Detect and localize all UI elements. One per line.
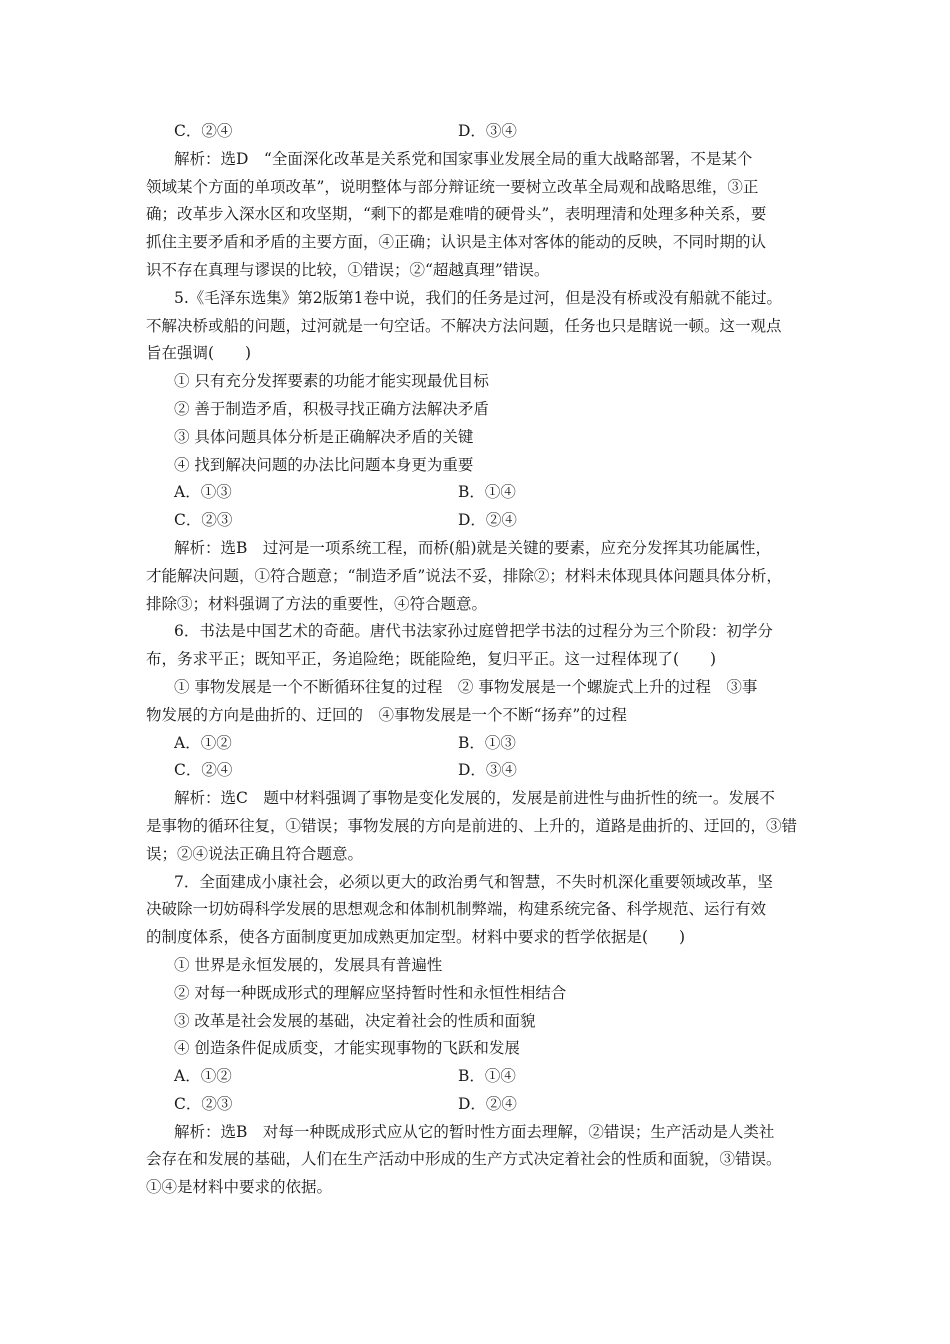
answer-option: A．①③ bbox=[174, 483, 232, 502]
text-line: 领域某个方面的单项改革”，说明整体与部分辩证统一要树立改革全局观和战略思维，③正 bbox=[146, 177, 759, 196]
document-page bbox=[0, 118, 950, 1202]
answer-options-row bbox=[0, 118, 950, 146]
answer-option: D．②④ bbox=[458, 511, 517, 530]
text-line: 旨在强调( ) bbox=[146, 344, 252, 363]
text-line: 识不存在真理与谬误的比较，①错误；②“超越真理”错误。 bbox=[146, 260, 550, 279]
text-line: 不解决桥或船的问题，过河就是一句空话。不解决方法问题，任务也只是瞎说一顿。这一观点 bbox=[146, 316, 782, 335]
text-line: 解析：选B 对每一种既成形式应从它的暂时性方面去理解，②错误；生产活动是人类社 bbox=[174, 1122, 775, 1141]
text-line: ④ 找到解决问题的办法比问题本身更为重要 bbox=[174, 455, 474, 474]
answer-option: C．②④ bbox=[174, 761, 233, 780]
answer-option: D．③④ bbox=[458, 122, 517, 140]
text-line: 抓住主要矛盾和矛盾的主要方面，④正确；认识是主体对客体的能动的反映，不同时期的认 bbox=[146, 233, 767, 252]
text-line: ③ 改革是社会发展的基础，决定着社会的性质和面貌 bbox=[174, 1011, 536, 1030]
text-line: 物发展的方向是曲折的、迂回的 ④事物发展是一个不断“扬弃”的过程 bbox=[146, 705, 627, 724]
answer-options-row bbox=[0, 1063, 950, 1091]
answer-options-row bbox=[0, 479, 950, 507]
text-line: 确；改革步入深水区和攻坚期，“剩下的都是难啃的硬骨头”，表明理清和处理多种关系，要 bbox=[146, 205, 767, 224]
text-line: ② 对每一种既成形式的理解应坚持暂时性和永恒性相结合 bbox=[174, 983, 567, 1002]
text-line: ④ 创造条件促成质变，才能实现事物的飞跃和发展 bbox=[174, 1039, 520, 1058]
answer-options-row bbox=[0, 757, 950, 785]
text-line: 7．全面建成小康社会，必须以更大的政治勇气和智慧，不失时机深化重要领域改革，坚 bbox=[174, 872, 773, 891]
text-line: ① 事物发展是一个不断循环往复的过程 ② 事物发展是一个螺旋式上升的过程 ③事 bbox=[174, 677, 758, 696]
text-line: 决破除一切妨碍科学发展的思想观念和体制机制弊端，构建系统完备、科学规范、运行有效 bbox=[146, 900, 767, 919]
text-line: 排除③；材料强调了方法的重要性，④符合题意。 bbox=[146, 594, 488, 613]
text-line: 解析：选C 题中材料强调了事物是变化发展的，发展是前进性与曲折性的统一。发展不 bbox=[174, 789, 775, 808]
answer-option: C．②④ bbox=[174, 122, 233, 140]
text-line: 是事物的循环往复，①错误；事物发展的方向是前进的、上升的，道路是曲折的、迂回的，③错 bbox=[146, 816, 798, 835]
text-line: ① 只有充分发挥要素的功能才能实现最优目标 bbox=[174, 372, 489, 391]
text-line: 的制度体系，使各方面制度更加成熟更加定型。材料中要求的哲学依据是( ) bbox=[146, 928, 686, 947]
text-line: ①④是材料中要求的依据。 bbox=[146, 1178, 333, 1197]
text-line: ③ 具体问题具体分析是正确解决矛盾的关键 bbox=[174, 427, 474, 446]
text-line: ① 世界是永恒发展的，发展具有普遍性 bbox=[174, 955, 443, 974]
text-line: 5.《毛泽东选集》第2版第1卷中说，我们的任务是过河，但是没有桥或没有船就不能过。 bbox=[174, 288, 783, 307]
answer-options-row bbox=[0, 1091, 950, 1119]
answer-option: B．①④ bbox=[458, 1067, 516, 1086]
answer-option: C．②③ bbox=[174, 511, 233, 530]
answer-options-row bbox=[0, 507, 950, 535]
answer-option: C．②③ bbox=[174, 1094, 233, 1113]
answer-option: D．②④ bbox=[458, 1094, 517, 1113]
answer-options-row bbox=[0, 730, 950, 758]
text-line: 布，务求平正；既知平正，务追险绝；既能险绝，复归平正。这一过程体现了( ) bbox=[146, 650, 717, 669]
answer-option: B．①④ bbox=[458, 483, 516, 502]
text-line: 解析：选D “全面深化改革是关系党和国家事业发展全局的重大战略部署，不是某个 bbox=[174, 149, 753, 168]
answer-option: A．①② bbox=[174, 733, 232, 752]
answer-option: A．①② bbox=[174, 1067, 232, 1086]
text-line: 才能解决问题，①符合题意；“制造矛盾”说法不妥，排除②；材料未体现具体问题具体分析， bbox=[146, 566, 782, 585]
text-line: 会存在和发展的基础，人们在生产活动中形成的生产方式决定着社会的性质和面貌，③错误。 bbox=[146, 1150, 782, 1169]
text-line: 6．书法是中国艺术的奇葩。唐代书法家孙过庭曾把学书法的过程分为三个阶段：初学分 bbox=[174, 622, 773, 641]
answer-option: B．①③ bbox=[458, 733, 516, 752]
text-line: 误；②④说法正确且符合题意。 bbox=[146, 844, 364, 863]
text-line: ② 善于制造矛盾，积极寻找正确方法解决矛盾 bbox=[174, 399, 489, 418]
answer-option: D．③④ bbox=[458, 761, 517, 780]
text-line: 解析：选B 过河是一项系统工程，而桥(船)就是关键的要素，应充分发挥其功能属性， bbox=[174, 538, 771, 557]
